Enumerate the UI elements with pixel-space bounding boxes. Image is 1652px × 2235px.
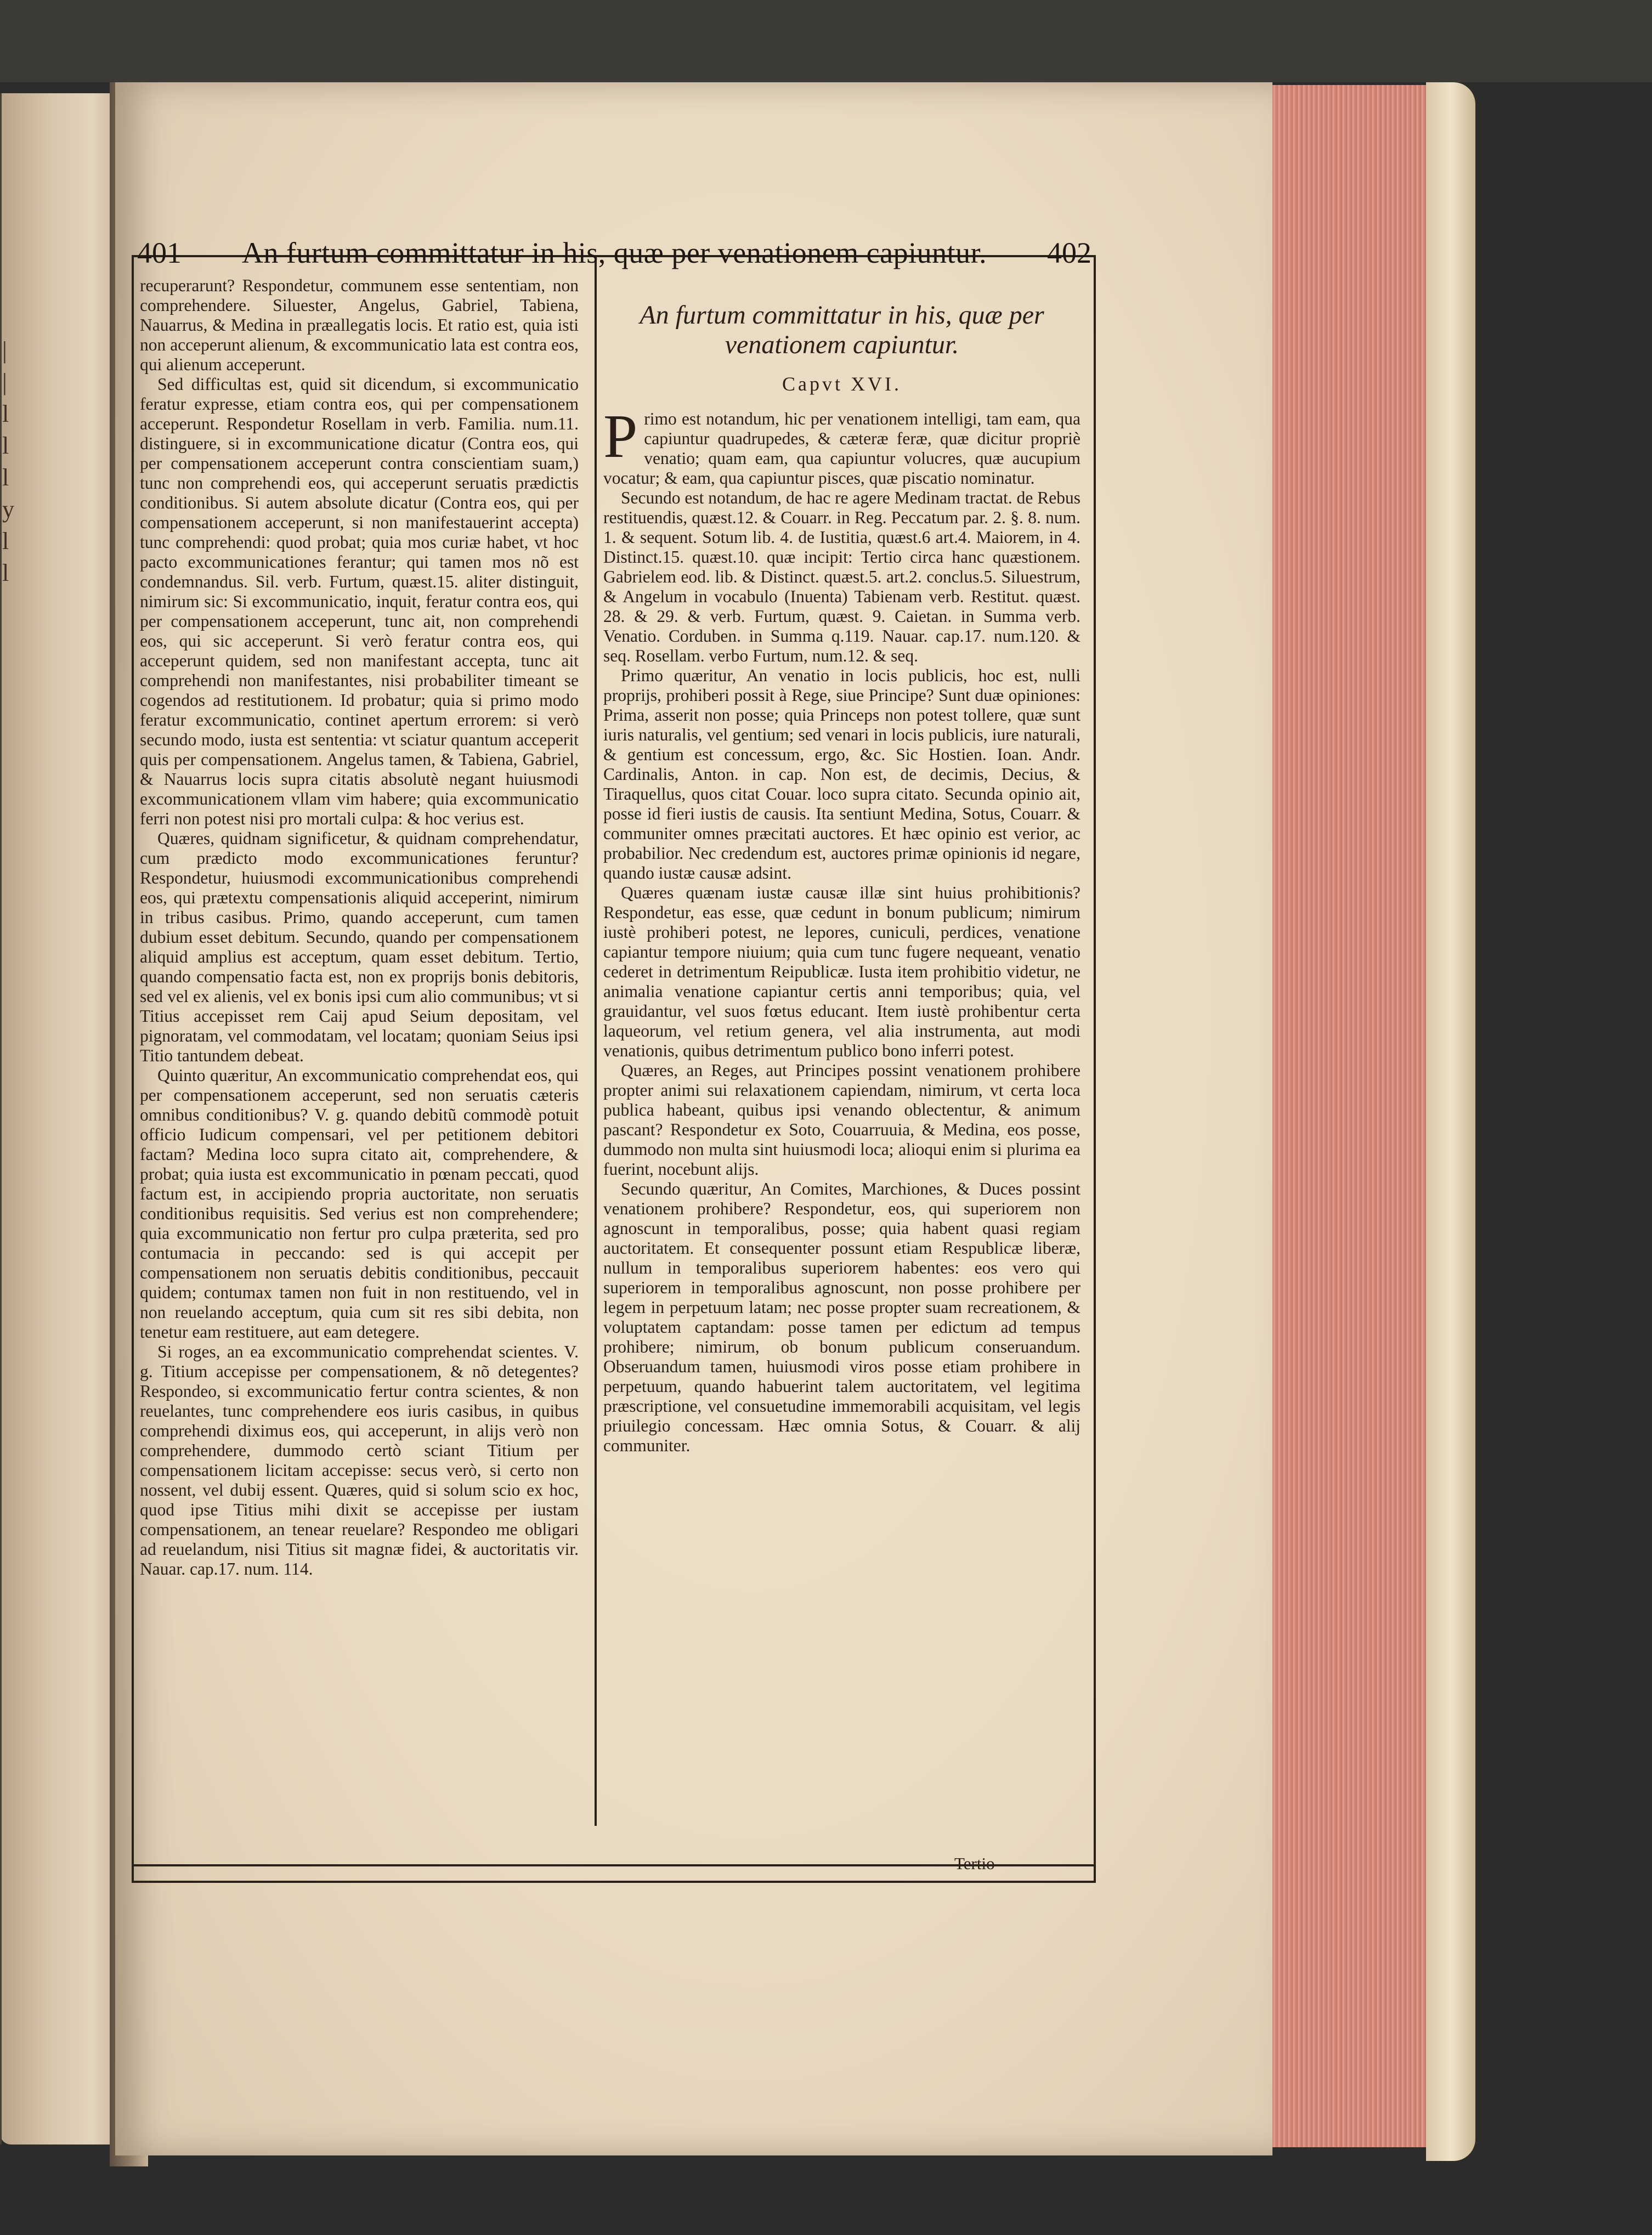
paragraph: Quæres, an Reges, aut Principes possint venationem prohibere propter animi sui relaxationem capiendam, nimirum, vt certa loca publica habeant, quibus ipsi venando oblectentur, & animum pascant? Respondetur ex Soto, Couarruuia, & Medina, eos posse, dummodo non multa sint huiusmodi loca; alioqui enim si plurima ea fuerint, nocebunt alijs. bbox=[603, 1061, 1080, 1179]
paragraph: Secundo est notandum, de hac re agere Medinam tractat. de Rebus restituendis, quæst.12. & Couarr. in Reg. Peccatum par. 2. §. 8. num. 1. & sequent. Sotum lib. 4. de Iustitia, quæst.6 art.4. Maiorem, in 4. Distinct.15. quæst.10. quæ incipit: Tertio circa hanc quæstionem. Gabrielem eod. lib. & Distinct. quæst.5. art.2. conclus.5. Siluestrum, & Angelum in vocabulo (Inuenta) Tabienam verb. Restitut. quæst. 28. & 29. & verb. Furtum, quæst. 9. Caietan. in Summa verb. Venatio. Corduben. in Summa q.119. Nauar. cap.17. num.120. & seq. Rosellam. verbo Furtum, num.12. & seq. bbox=[603, 488, 1080, 665]
chapter-label: Capvt XVI. bbox=[782, 373, 902, 395]
running-title: An furtum committatur in his, quæ per venationem capiuntur. bbox=[241, 236, 987, 269]
left-page-edge bbox=[0, 93, 115, 2145]
paragraph: recuperarunt? Respondetur, communem esse sententiam, non comprehendere. Siluester, Angelus, Gabriel, Tabiena, Nauarrus, & Medina in præallegatis locis. Et ratio est, quia isti non acceperunt alienum, & excommunicatio lata est contra eos, qui alienum acceperunt. bbox=[140, 276, 579, 374]
paragraph: Secundo quæritur, An Comites, Marchiones, & Duces possint venationem prohibere? Respondetur, eos, qui superiorem non agnoscunt in temporalibus, posse; quia habent quasi regiam auctoritatem. Et consequenter possunt etiam Respublicæ liberæ, nullum in temporalibus superiorem habentes: eos vero qui superiorem in temporalibus agnoscunt, non posse prohibere per legem in perpetuum latam; nec posse propter suam recreationem, & voluptatem captandam: posse tamen per edictum ad tempus prohibere; nimirum, ob bonum publicum conseruandum. Obseruandum tamen, huiusmodi viros posse etiam prohibere in perpetuum, quando habuerint talem auctoritatem, vel legitima præscriptione, vel consuetudine immemorabili acquisitam, vel legis priuilegio concessam. Hæc omnia Sotus, & Couarr. & alij communiter. bbox=[603, 1179, 1080, 1455]
running-head bbox=[137, 236, 1091, 274]
left-page-rule bbox=[0, 93, 2, 2145]
paragraph: Si roges, an ea excommunicatio comprehendat scientes. V. g. Titium accepisse per compensationem, & nõ detegentes? Respondeo, si excommunicatio fertur contra scientes, & non reuelantes, tunc comprehendere eos iuris casibus, in quibus comprehendi diximus eos, qui acceperunt, in alijs verò non comprehendere, dummodo certò sciant Titium per compensationem licitam accepisse: secus verò, si certo non nossent, vel dubij essent. Quæres, quid si solum scio ex hoc, quod ipse Titius mihi dixit se accepisse per iustam compensationem, an tenear reuelare? Respondeo me obligari ad reuelandum, nisi Titius sit magnæ fidei, & auctoritatis vir. Nauar. cap.17. num. 114. bbox=[140, 1342, 579, 1578]
paragraph: Quæres quænam iustæ causæ illæ sint huius prohibitionis? Respondetur, eas esse, quæ cedunt in bonum publicum; nimirum iustè prohiberi potest, ne lepores, cuniculi, perdices, venatione capiantur tempore niuium; quia cum tunc fugere nequeant, venatio cederet in detrimentum Reipublicæ. Iusta item prohibitio videtur, ne animalia venatione capiantur certis anni temporibus; quia, vel grauidantur, vel suos fœtus educant. Item iustè prohibentur certa laqueorum, vel retium genera, vel alia instrumenta, aut modi venationis, quibus detrimentum publico bono inferri potest. bbox=[603, 883, 1080, 1060]
column-divider bbox=[595, 257, 597, 1826]
left-margin-marks: | | l l l y l l bbox=[2, 337, 14, 586]
book-cover-edge bbox=[1426, 82, 1475, 2161]
right-column bbox=[603, 301, 1080, 1456]
page-number-left: 401 bbox=[137, 236, 182, 269]
catchword: Tertio bbox=[954, 1854, 995, 1873]
background-strip bbox=[0, 0, 1652, 82]
paragraph bbox=[603, 403, 1080, 488]
page-fore-edge bbox=[1256, 85, 1442, 2147]
drop-cap: P bbox=[603, 403, 638, 471]
paragraph: Primo quæritur, An venatio in locis publicis, hoc est, nulli proprijs, prohiberi possit à Rege, siue Principe? Sunt duæ opiniones: Prima, asserit non posse; quia Princeps non potest tollere, quæ sunt iuris naturalis, vel gentium; sed venari in locis publicis, iure naturali, & gentium est concessum, ergo, &c. Sic Hostien. Ioan. Andr. Cardinalis, Anton. in cap. Non est, de decimis, Decius, & Tiraquellus, quos citat Couar. loco supra citato. Secunda opinio ait, posse id fieri iustis de causis. Ita sentiunt Medina, Sotus, Couarr. & communiter omnes præcitati auctores. Et hæc opinio est verior, ac probabilior. Nec credendum est, auctores primæ opinionis id negare, quando iustæ causæ adsint. bbox=[603, 666, 1080, 882]
paragraph-text: rimo est notandum, hic per venationem intelligi, tam eam, qua capiuntur quadrupedes, & cæteræ feræ, quæ dicitur propriè venatio; quam eam, qua capiuntur volucres, quæ aucupium vocatur; & eam, qua capiuntur pisces, quæ piscatio nominatur. bbox=[603, 409, 1080, 488]
frame-bottom-rule bbox=[134, 1864, 1094, 1866]
left-column bbox=[140, 276, 579, 1579]
paragraph: Quæres, quidnam significetur, & quidnam comprehendatur, cum prædicto modo excommunicationes feruntur? Respondetur, huiusmodi excommunicationibus comprehendi eos, qui prætextu compensationis aliquid acceperint, nimirum in tribus casibus. Primo, quando acceperunt, cum tamen dubium esset debitum. Secundo, quando per compensationem aliquid amplius est acceptum, quam esset debitum. Tertio, quando compensatio facta est, non ex proprijs bonis debitoris, sed vel ex alienis, vel ex bonis ipsi cum alio communibus; vt si Titius accepisset rem Caij apud Seium depositam, vel pignoratam, vel commodatam, vel locatam; quoniam Seius ipsi Titio tantundem debeat. bbox=[140, 829, 579, 1065]
paragraph: Quinto quæritur, An excommunicatio comprehendat eos, qui per compensationem acceperunt, sed non seruatis cæteris omnibus conditionibus? V. g. quando debitũ commodè potuit officio Iudicum compensari, vel per petitionem debitori factam? Medina loco supra citato ait, comprehendere, & probat; quia iusta est excommunicatio in pœnam peccati, quod factum est, in accipiendo propria auctoritate, non seruatis conditionibus requisitis. Sed verius est non comprehendere; quia excommunicatio non fertur pro culpa præterita, sed pro contumacia in peccando: sed is qui accepit per compensationem non seruatis debitis conditionibus, peccauit quidem; contumax tamen non fuit in non restituendo, vel in non reuelando acceptum, quia cum sit res sibi debita, non tenetur eam restituere, aut eam detegere. bbox=[140, 1066, 579, 1342]
page-number-right: 402 bbox=[1047, 236, 1091, 269]
paragraph: Sed difficultas est, quid sit dicendum, si excommunicatio feratur expresse, etiam contra eos, qui per compensationem acceperunt. Respondetur Rosellam in verb. Familia. num.11. distinguere, si in excommunicatione dicatur (Contra eos, qui per compensationem acceperunt contra conscientiam suam,) tunc non comprehendi eos, qui acceperunt seruatis prædictis conditionibus. Si autem absolute dicatur (Contra eos, qui per compensationem acceperunt, si non manifestauerint accepta) tunc comprehendi: quod probat; quia mos curiæ habet, vt hoc pacto excommunicationes ferantur; qui tamen mos nõ est condemnandus. Sil. verb. Furtum, quæst.15. aliter distinguit, nimirum sic: Si excommunicatio, inquit, feratur contra eos, qui per compensationem acceperunt, tunc ait, non comprehendi eos, qui sic acceperunt. Si verò feratur contra eos, qui acceperunt quidem, sed non manifestant accepta, tunc ait comprehendi non manifestantes, nisi probabiliter timeant se cogendos ad restitutionem. Id probatur; quia si primo modo feratur excommunicatio, continet apertum errorem: si verò secundo modo, iusta est sententia: vt sciatur quantum acceperit quis per compensationem. Angelus tamen, & Tabiena, Gabriel, & Nauarrus locis supra citatis absolutè negant huiusmodi excommunicationem vllam vim habere; quia excommunicatio ferri non potest nisi pro mortali culpa: & hoc verius est. bbox=[140, 375, 579, 828]
chapter-title: An furtum committatur in his, quæ per venationem capiuntur. bbox=[640, 301, 1044, 359]
